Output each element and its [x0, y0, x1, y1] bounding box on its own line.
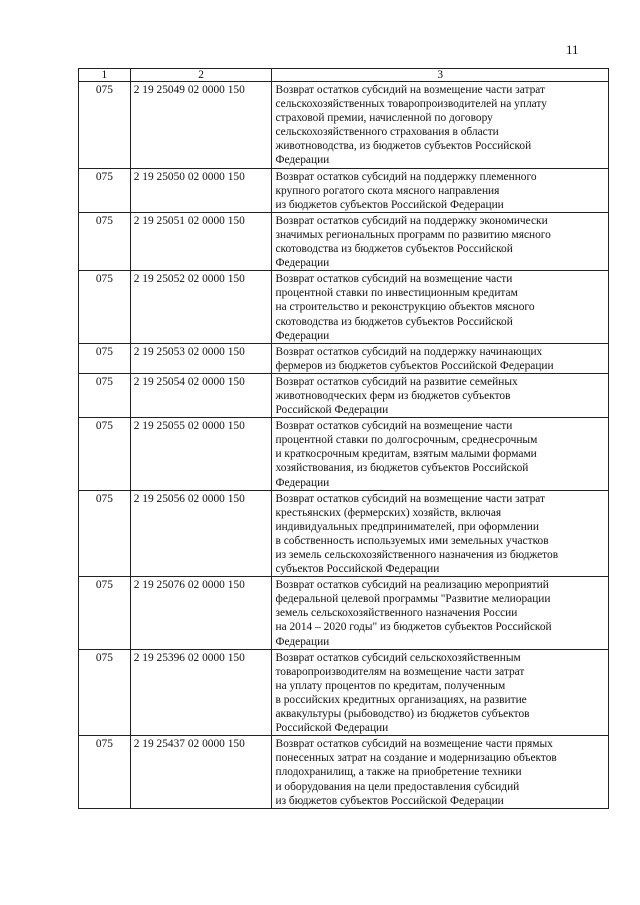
description-line: Российской Федерации	[275, 722, 389, 735]
table-header-row	[79, 69, 609, 82]
budget-code-cell: 2 19 25055 02 0000 150	[130, 418, 272, 490]
header-col-2: 2	[130, 69, 272, 82]
description-line: Возврат остатков субсидий на поддержку экономически	[275, 214, 548, 227]
admin-code-cell: 075	[79, 82, 131, 169]
description-line: значимых региональных программ по развитию мясного	[275, 228, 551, 241]
description-line: скотоводства из бюджетов субъектов Российской	[275, 243, 513, 256]
description-line: хозяйствования, из бюджетов субъектов Российской	[275, 462, 529, 475]
description-line: индивидуальных предпринимателей, при оформлении	[275, 520, 539, 533]
description-line: Федерации	[275, 476, 330, 489]
description-line: из бюджетов субъектов Российской Федерации	[275, 794, 504, 807]
description-cell	[272, 577, 609, 649]
description-line: субъектов Российской Федерации	[275, 563, 440, 576]
description-line: Возврат остатков субсидий на возмещение части	[275, 273, 513, 286]
admin-code-cell: 075	[79, 212, 131, 270]
description-line: Возврат остатков субсидий на возмещение части затрат	[275, 492, 546, 505]
description-line: Возврат остатков субсидий на поддержку племенного	[275, 170, 537, 183]
admin-code-cell: 075	[79, 418, 131, 490]
description-cell	[272, 649, 609, 736]
description-line: страховой премии, начисленной по договору	[275, 112, 493, 125]
description-line: крупного рогатого скота мясного направления	[275, 184, 500, 197]
table-row	[79, 736, 609, 808]
admin-code-cell: 075	[79, 343, 131, 373]
description-line: Российской Федерации	[275, 404, 389, 417]
budget-code-cell: 2 19 25054 02 0000 150	[130, 373, 272, 417]
budget-code-cell: 2 19 25076 02 0000 150	[130, 577, 272, 649]
description-line: Возврат остатков субсидий на поддержку начинающих	[275, 345, 543, 358]
table-row	[79, 649, 609, 736]
description-cell	[272, 82, 609, 169]
description-line: скотоводства из бюджетов субъектов Российской	[275, 315, 513, 328]
description-line: Возврат остатков субсидий на возмещение части	[275, 420, 513, 433]
description-line: и краткосрочным кредитам, взятым малыми формами	[275, 448, 537, 461]
description-line: животноводческих ферм из бюджетов субъектов	[275, 389, 511, 402]
budget-code-cell: 2 19 25396 02 0000 150	[130, 649, 272, 736]
description-line: сельскохозяйственного страхования в области	[275, 126, 499, 139]
description-line: Федерации	[275, 635, 330, 648]
description-line: на уплату процентов по кредитам, полученным	[275, 679, 506, 692]
table-row	[79, 418, 609, 490]
description-line: процентной ставки по долгосрочным, среднесрочным	[275, 434, 538, 447]
admin-code-cell: 075	[79, 373, 131, 417]
table-row	[79, 271, 609, 343]
budget-code-cell: 2 19 25056 02 0000 150	[130, 490, 272, 577]
table-row	[79, 343, 609, 373]
header-col-3: 3	[272, 69, 609, 82]
budget-code-cell: 2 19 25052 02 0000 150	[130, 271, 272, 343]
admin-code-cell: 075	[79, 649, 131, 736]
description-line: плодохранилищ, а также на приобретение техники	[275, 766, 522, 779]
description-cell	[272, 490, 609, 577]
description-line: и оборудования на цели предоставления субсидий	[275, 780, 520, 793]
budget-code-cell: 2 19 25437 02 0000 150	[130, 736, 272, 808]
description-cell	[272, 168, 609, 212]
description-line: крестьянских (фермерских) хозяйств, включая	[275, 506, 502, 519]
admin-code-cell: 075	[79, 168, 131, 212]
description-line: понесенных затрат на создание и модернизацию объектов	[275, 752, 557, 765]
description-line: Возврат остатков субсидий на возмещение части прямых	[275, 738, 553, 751]
description-line: животноводства, из бюджетов субъектов Российской	[275, 140, 532, 153]
description-cell	[272, 373, 609, 417]
description-line: из бюджетов субъектов Российской Федерации	[275, 198, 504, 211]
description-line: федеральной целевой программы "Развитие мелиорации	[275, 593, 551, 606]
description-cell	[272, 212, 609, 270]
description-cell	[272, 343, 609, 373]
page-number: 11	[566, 42, 579, 57]
table-row	[79, 82, 609, 169]
budget-code-cell: 2 19 25050 02 0000 150	[130, 168, 272, 212]
description-line: Федерации	[275, 257, 330, 270]
description-line: аквакультуры (рыбоводство) из бюджетов субъектов	[275, 708, 530, 721]
description-line: фермеров из бюджетов субъектов Российской Федерации	[275, 359, 554, 372]
budget-code-cell: 2 19 25051 02 0000 150	[130, 212, 272, 270]
description-cell	[272, 736, 609, 808]
description-line: Возврат остатков субсидий сельскохозяйственным	[275, 651, 521, 664]
description-cell	[272, 271, 609, 343]
table-row	[79, 212, 609, 270]
description-line: на 2014 – 2020 годы" из бюджетов субъектов Российской	[275, 621, 552, 634]
table-row	[79, 168, 609, 212]
description-line: на строительство и реконструкцию объектов мясного	[275, 301, 535, 314]
description-line: земель сельскохозяйственного назначения России	[275, 607, 518, 620]
description-line: сельскохозяйственных товаропроизводителей на уплату	[275, 98, 547, 111]
description-cell	[272, 418, 609, 490]
description-line: Возврат остатков субсидий на реализацию мероприятий	[275, 579, 549, 592]
admin-code-cell: 075	[79, 736, 131, 808]
budget-code-cell: 2 19 25049 02 0000 150	[130, 82, 272, 169]
table-row	[79, 577, 609, 649]
admin-code-cell: 075	[79, 271, 131, 343]
table-row	[79, 373, 609, 417]
budget-code-cell: 2 19 25053 02 0000 150	[130, 343, 272, 373]
admin-code-cell: 075	[79, 490, 131, 577]
table-row	[79, 490, 609, 577]
description-line: в собственность используемых ими земельных участков	[275, 534, 549, 547]
description-line: процентной ставки по инвестиционным кредитам	[275, 287, 518, 300]
description-line: товаропроизводителям на возмещение части затрат	[275, 665, 525, 678]
budget-code-table	[78, 68, 609, 809]
description-line: из земель сельскохозяйственного назначения из бюджетов	[275, 549, 559, 561]
description-line: Возврат остатков субсидий на развитие семейных	[275, 375, 518, 388]
admin-code-cell: 075	[79, 577, 131, 649]
description-line: Федерации	[275, 329, 330, 342]
description-line: Федерации	[275, 154, 330, 167]
description-line: в российских кредитных организациях, на развитие	[275, 693, 527, 706]
description-line: Возврат остатков субсидий на возмещение части затрат	[275, 84, 546, 96]
header-col-1: 1	[79, 69, 131, 82]
